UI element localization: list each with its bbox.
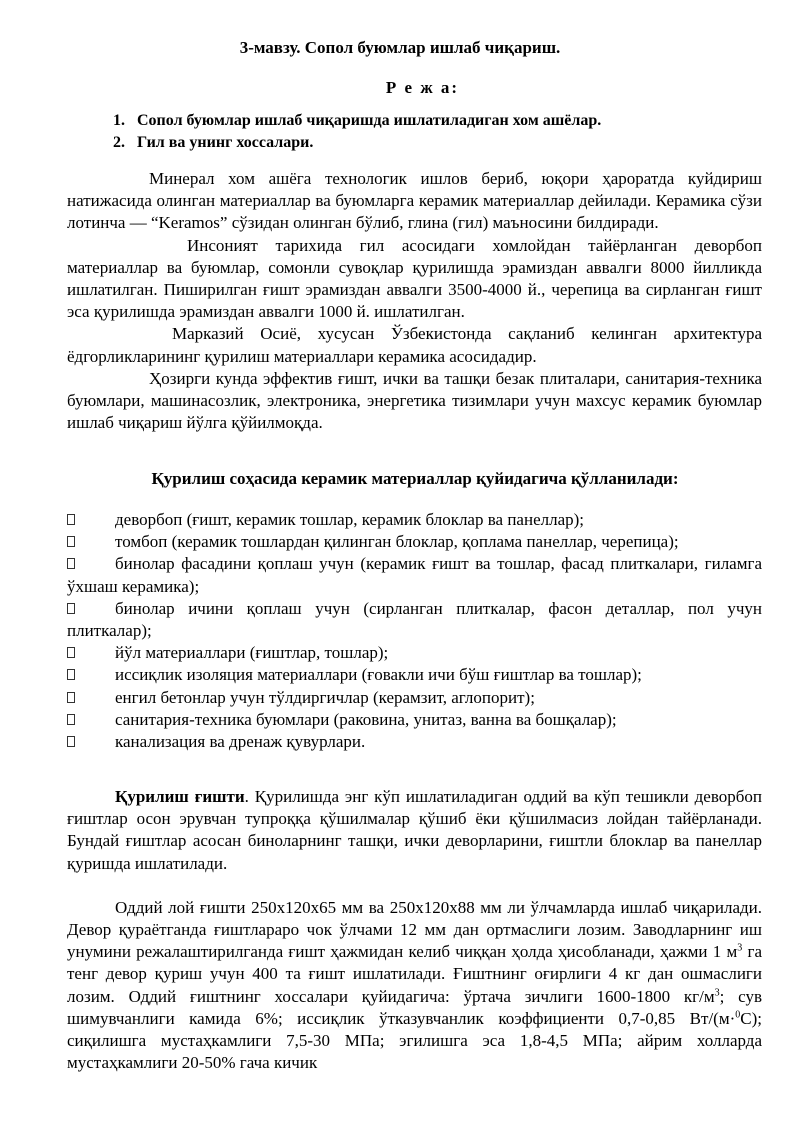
brick-paragraph-text: . Қурилишда энг кўп ишлатиладиган оддий ва кўп тешикли деворбоп ғиштлар осон эрувчан тупроққа қўшилмалар қўшиб ёки қўшилмасиз лойдан тайёрланади. Бундай ғиштлар асосан биноларнинг ташқи, ички деворларини, ғиштли блоклар ва панеллар қуришда ишлатилади. <box>67 787 762 873</box>
brick-paragraph <box>67 786 762 875</box>
usage-item-text: деворбоп (ғишт, керамик тошлар, керамик блоклар ва панеллар); <box>115 510 585 529</box>
plan-heading: Р е ж а: <box>385 78 460 97</box>
usage-item-text: томбоп (керамик тошлардан қилинган блоклар, қоплама панеллар, черепица); <box>115 532 679 552</box>
bullet-box-icon <box>67 714 75 725</box>
brick-lead: Қурилиш ғишти <box>115 787 245 806</box>
intro-paragraph: Инсоният тарихида гил асосидаги хомлойдан тайёрланган деворбоп материаллар ва буюмлар, сомонли сувоқлар қурилишда эрамиздан аввалги 8000 йилликда ишлатилган. Пиширилган ғишт эрамиздан аввалги 3500-4000 й., черепица ва сирланган ғишт эса қурилишда эрамиздан аввалги 1000 й. ишлатилган. <box>67 235 762 322</box>
superscript: 3 <box>737 942 743 954</box>
brick-text: га тенг девор қуриш учун 400 та ғишт ишлатилади. Ғиштнинг оғирлиги 4 кг дан ошмаслиги лозим. Оддий ғиштнинг хоссалари қуйидагича: ўртача зичлиги 1600-1800 кг/м <box>67 942 762 1006</box>
intro-section <box>67 168 762 434</box>
brick-section <box>67 786 762 1074</box>
bullet-box-icon <box>67 736 75 747</box>
usage-item-text: йўл материаллари (ғиштлар, тошлар); <box>115 643 389 663</box>
brick-text: Оддий лой ғишти 250х120х65 мм ва 250х120х88 мм ли ўлчамларда ишлаб чиқарилади. Девор қураётганда ғиштлараро чок ўлчами 12 мм дан ортмаслиги лозим. Заводларнинг иш унумини режалаштирилганда ғишт ҳажмидан келиб чиққан ҳолда ҳисобланади, ҳажми 1 м <box>67 897 762 962</box>
superscript: 0 <box>735 1009 741 1021</box>
brick-text: ; сув шимувчанлиги камида 6%; иссиқлик ўтказувчанлик коэффициенти 0,7-0,85 Вт/(м· <box>67 986 762 1028</box>
usage-item-text: санитария-техника буюмлари (раковина, унитаз, ванна ва бошқалар); <box>115 709 617 729</box>
usage-item <box>67 531 762 553</box>
plan-item-number: 1. <box>113 112 125 129</box>
usage-item <box>67 598 762 642</box>
usage-item <box>67 553 762 597</box>
intro-paragraph: Ҳозирги кунда эффектив ғишт, ички ва ташқи безак плиталари, санитария-техника буюмлари, машинасозлик, электроника, энергетика тизимлари учун махсус керамик буюмлар ишлаб чиқариш йўлга қўйилмоқда. <box>67 368 762 433</box>
bullet-box-icon <box>67 603 75 614</box>
bullet-box-icon <box>67 536 75 547</box>
usage-item-text: бинолар ичини қоплаш учун (сирланган плиткалар, фасон деталлар, пол учун плиткалар); <box>67 598 762 641</box>
usage-item-text: иссиқлик изоляция материаллари (ғовакли ичи бўш ғиштлар ва тошлар); <box>115 665 642 685</box>
plan-item-text: Гил ва унинг хоссалари. <box>137 134 314 151</box>
plan-item-text: Сопол буюмлар ишлаб чиқаришда ишлатиладиган хом ашёлар. <box>137 112 602 129</box>
brick-text: С); сиқилишга мустаҳкамлиги 7,5-30 МПа; эгилишга эса 1,8-4,5 МПа; айрим холларда мустаҳкамлиги 20-50% гача кичик <box>67 1008 762 1073</box>
bullet-box-icon <box>67 669 75 680</box>
usage-list <box>67 509 762 753</box>
plan-item <box>113 110 753 132</box>
usage-item-text: канализация ва дренаж қувурлари. <box>115 732 366 752</box>
usage-item <box>67 731 762 753</box>
brick-paragraph <box>67 897 762 1075</box>
bullet-box-icon <box>67 514 75 525</box>
usage-item <box>67 509 762 531</box>
intro-paragraph: Минерал хом ашёга технологик ишлов бериб, юқори ҳароратда куйдириш натижасида олинган материаллар ва буюмларга керамик материаллар дейилади. Керамика сўзи лотинча — “Keramos” сўзидан олинган бўлиб, глина (гил) маъносини билдиради. <box>67 169 762 233</box>
usage-item <box>67 664 762 686</box>
page-title: 3-мавзу. Сопол буюмлар ишлаб чиқариш. <box>239 38 561 57</box>
intro-paragraph: Марказий Осиё, хусусан Ўзбекистонда сақланиб келинган архитектура ёдгорликларининг қурилиш материаллари керамика асосидадир. <box>67 324 762 366</box>
bullet-box-icon <box>67 692 75 703</box>
usage-item <box>67 709 762 731</box>
bullet-box-icon <box>67 647 75 658</box>
usage-item-text: енгил бетонлар учун тўлдиргичлар (керамзит, аглопорит); <box>115 687 535 707</box>
bullet-box-icon <box>67 558 75 569</box>
superscript: 3 <box>714 986 720 998</box>
plan-list <box>113 110 753 154</box>
usage-item <box>67 687 762 709</box>
usage-item <box>67 642 762 664</box>
plan-item-number: 2. <box>113 134 125 151</box>
plan-item <box>113 132 753 154</box>
usage-item-text: бинолар фасадини қоплаш учун (керамик ғишт ва тошлар, фасад плиткалари, гиламга ўхшаш керамика); <box>67 554 762 596</box>
usage-heading: Қурилиш соҳасида керамик материаллар қуйидагича қўлланилади: <box>151 469 679 488</box>
